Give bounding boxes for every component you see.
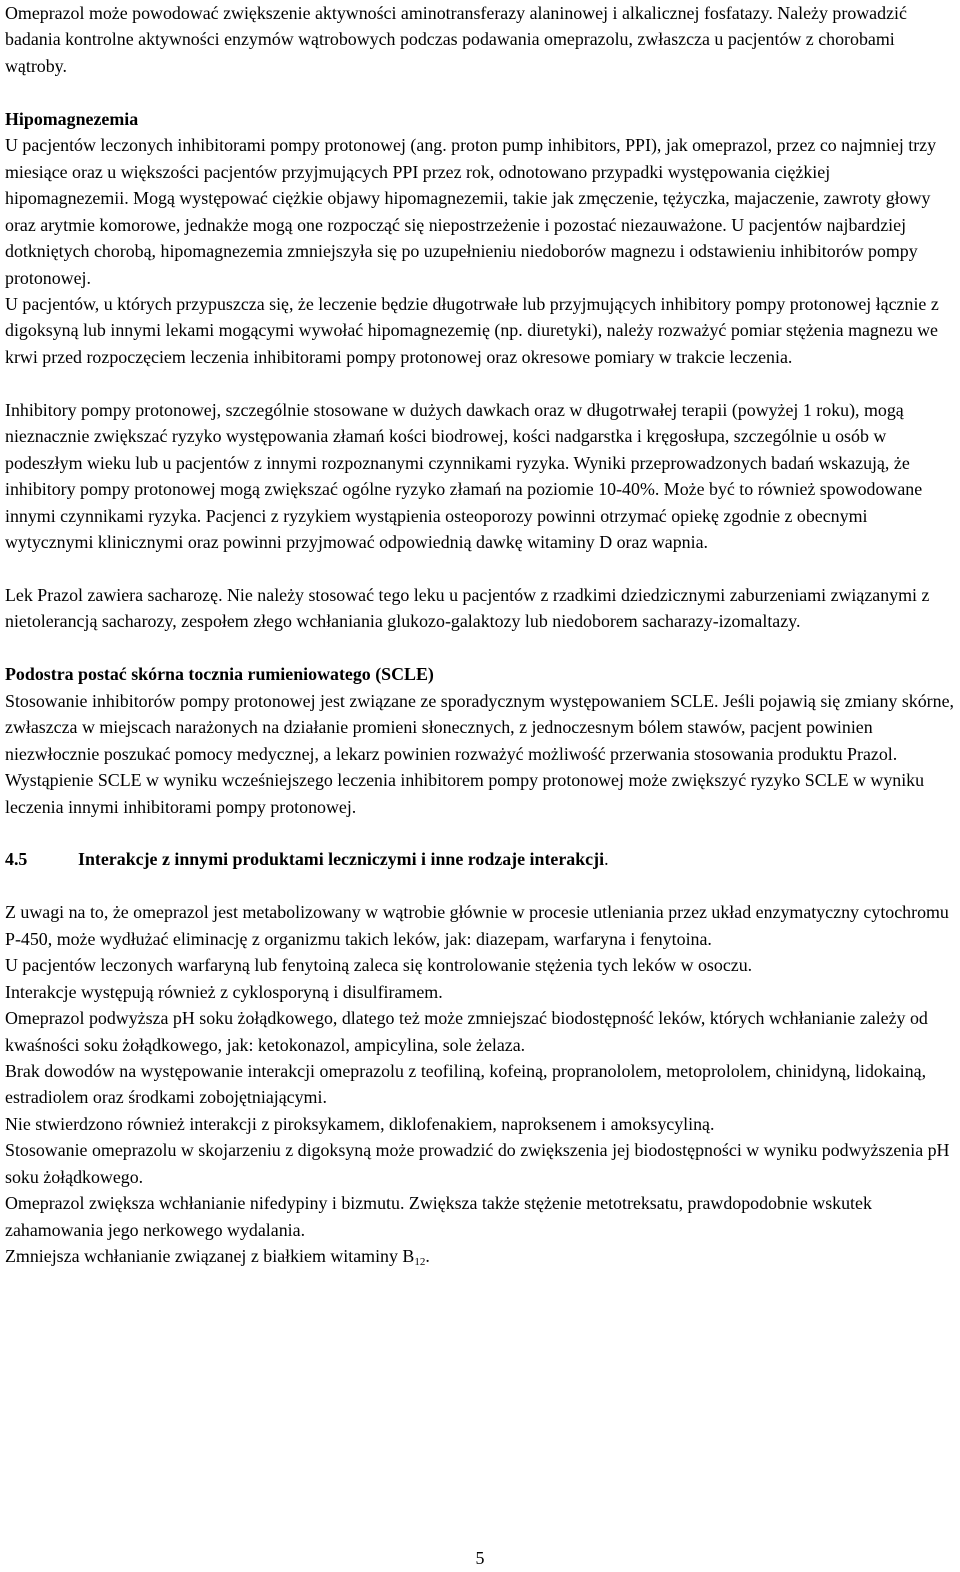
vitamin-period: . xyxy=(425,1246,430,1267)
interactions-paragraph-2: U pacjentów leczonych warfaryną lub fenytoiną zaleca się kontrolowanie stężenia tych leków w osoczu. xyxy=(5,955,753,976)
section-title-period: . xyxy=(604,849,609,870)
section-number: 4.5 xyxy=(5,849,28,870)
fractures-paragraph: Inhibitory pompy protonowej, szczególnie stosowane w dużych dawkach oraz w długotrwałej terapii (powyżej 1 roku), mogą nieznacznie zwiększać ryzyko występowania złamań kości biodrowej, kości nadgarstka i kręgosłupa, szczególnie u osób w podeszłym wieku lub u pacjentów z innymi rozpoznanymi czynnikami ryzyka. Wyniki przeprowadzonych badań wskazują, że inhibitory pompy protonowej mogą zwiększać ogólne ryzyko złamań na poziomie 10-40%. Może być to również spowodowane innymi czynnikami ryzyka. Pacjenci z ryzykiem wystąpienia osteoporozy powinni otrzymać opiekę zgodnie z obecnymi wytycznymi klinicznymi oraz powinni przyjmować odpowiednią dawkę witaminy D oraz wapnia. xyxy=(5,399,923,553)
vitamin-subscript: 12 xyxy=(414,1256,426,1269)
interactions-paragraph-1: Z uwagi na to, że omeprazol jest metabolizowany w wątrobie głównie w procesie utleniania przez układ enzymatyczny cytochromu P-450, może wydłużać eliminację z organizmu takich leków, jak: diazepam, warfaryna i fenytoina. xyxy=(5,902,949,949)
hypomagnesemia-paragraph-1: U pacjentów leczonych inhibitorami pompy protonowej (ang. proton pump inhibitors, PPI), jak omeprazol, przez co najmniej trzy miesiące oraz u większości pacjentów przyjmujących PPI przez rok, odnotowano przypadki występowania ciężkiej hipomagnezemii. Mogą występować ciężkie objawy hipomagnezemii, takie jak zmęczenie, tężyczka, majaczenie, zawroty głowy oraz arytmie komorowe, jednakże mogą one rozpocząć się niepostrzeżenie i pozostać niezauważone. U pacjentów najbardziej dotkniętych chorobą, hipomagnezemia zmniejszyła się po uzupełnieniu niedoborów magnezu i odstawieniu inhibitorów pompy protonowej. xyxy=(5,135,937,288)
vitamin-text: Zmniejsza wchłanianie związanej z białkiem witaminy B xyxy=(5,1246,415,1267)
hypomagnesemia-heading: Hipomagnezemia xyxy=(5,108,139,129)
scle-paragraph: Stosowanie inhibitorów pompy protonowej jest związane ze sporadycznym występowaniem SCLE. Jeśli pojawią się zmiany skórne, zwłaszcza w miejscach narażonych na działanie promieni słonecznych, z jednoczesnym bólem stawów, pacjent powinien niezwłocznie poszukać pomocy medycznej, a lekarz powinien rozważyć możliwość przerwania stosowania produktu Prazol. Wystąpienie SCLE w wyniku wcześniejszego leczenia inhibitorem pompy protonowej może zwiększyć ryzyko SCLE w wyniku leczenia innymi inhibitorami pompy protonowej. xyxy=(5,690,954,817)
document-body xyxy=(5,0,957,1270)
interactions-paragraph-4: Omeprazol podwyższa pH soku żołądkowego, dlatego też może zmniejszać biodostępność leków, których wchłanianie zależy od kwaśności soku żołądkowego, jak: ketokonazol, ampicylina, sole żelaza. xyxy=(5,1008,928,1055)
interactions-paragraph-5: Brak dowodów na występowanie interakcji omeprazolu z teofiliną, kofeiną, propranololem, metoprololem, chinidyną, lidokainą, estradiolem oraz środkami zobojętniającymi. xyxy=(5,1061,927,1108)
section-4-5-heading xyxy=(5,846,957,872)
hypomagnesemia-paragraph-2: U pacjentów, u których przypuszcza się, że leczenie będzie długotrwałe lub przyjmujących inhibitory pompy protonowej łącznie z digoksyną lub innymi lekami mogącymi wywołać hipomagnezemię (np. diuretyki), należy rozważyć pomiar stężenia magnezu we krwi przed rozpoczęciem leczenia inhibitorami pompy protonowej oraz okresowe pomiary w trakcie leczenia. xyxy=(5,293,939,367)
interactions-paragraph-3: Interakcje występują również z cyklosporyną i disulfiramem. xyxy=(5,981,443,1002)
interactions-paragraph-7: Stosowanie omeprazolu w skojarzeniu z digoksyną może prowadzić do zwiększenia jej biodostępności w wyniku podwyższenia pH soku żołądkowego. xyxy=(5,1140,950,1187)
scle-heading: Podostra postać skórna tocznia rumieniowatego (SCLE) xyxy=(5,664,434,685)
interactions-paragraph-6: Nie stwierdzono również interakcji z piroksykamem, diklofenakiem, naproksenem i amoksycyliną. xyxy=(5,1113,715,1134)
sucrose-paragraph: Lek Prazol zawiera sacharozę. Nie należy stosować tego leku u pacjentów z rzadkimi dziedzicznymi zaburzeniami związanymi z nietolerancją sacharozy, zespołem złego wchłaniania glukozo-galaktozy lub niedoborem sacharazy-izomaltazy. xyxy=(5,584,930,632)
page-number: 5 xyxy=(475,1548,485,1568)
interactions-paragraph-9 xyxy=(5,1243,957,1269)
alt-paragraph: Omeprazol może powodować zwiększenie aktywności aminotransferazy alaninowej i alkalicznej fosfatazy. Należy prowadzić badania kontrolne aktywności enzymów wątrobowych podczas podawania omeprazolu, zwłaszcza u pacjentów z chorobami wątroby. xyxy=(5,3,907,76)
section-title: Interakcje z innymi produktami leczniczymi i inne rodzaje interakcji xyxy=(78,849,605,870)
interactions-paragraph-8: Omeprazol zwiększa wchłanianie nifedypiny i bizmutu. Zwiększa także stężenie metotreksatu, prawdopodobnie wskutek zahamowania jego nerkowego wydalania. xyxy=(5,1193,872,1240)
